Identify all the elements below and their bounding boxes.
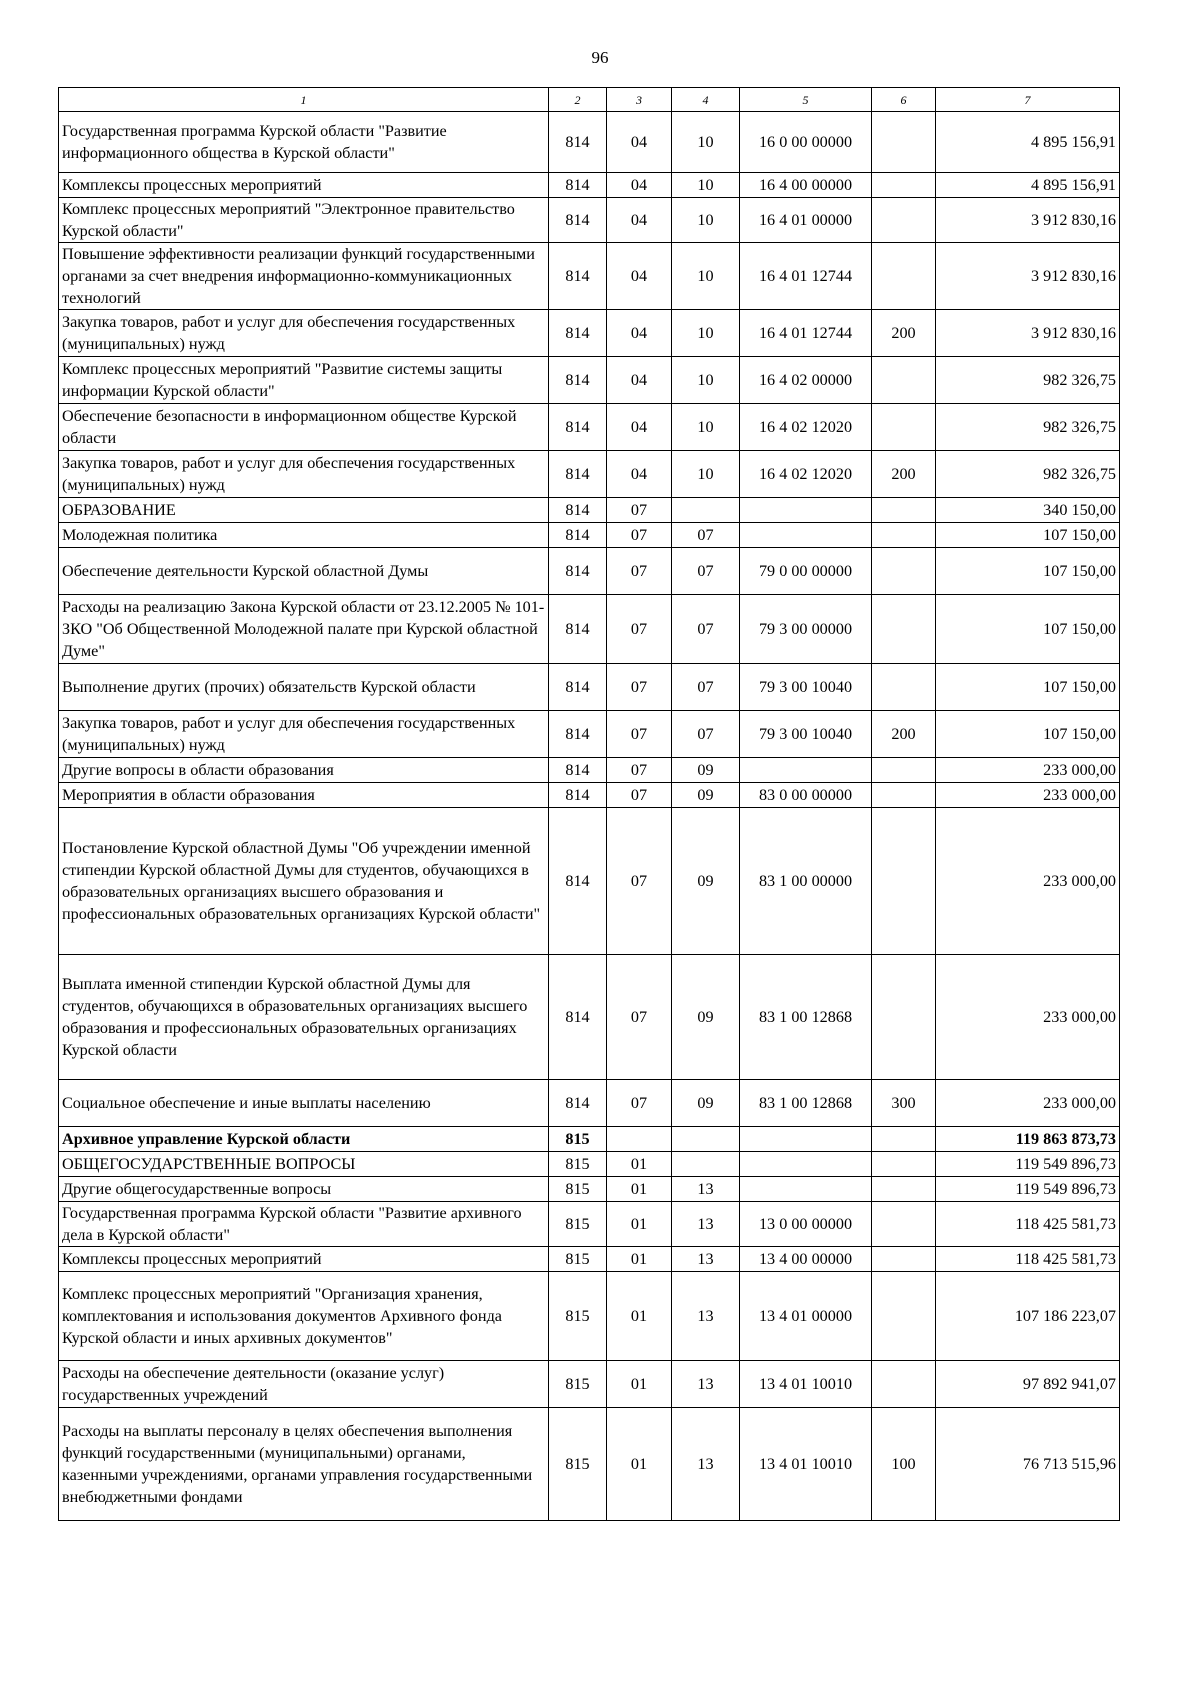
row-amount: 3 912 830,16: [936, 310, 1120, 357]
row-subsection: 07: [672, 664, 740, 711]
row-section: 07: [607, 711, 672, 758]
column-header: 1: [59, 88, 549, 112]
row-amount: 4 895 156,91: [936, 112, 1120, 173]
column-header: 3: [607, 88, 672, 112]
column-header: 7: [936, 88, 1120, 112]
row-code: 814: [549, 404, 607, 451]
row-target-code: [740, 1127, 872, 1152]
row-name: Государственная программа Курской области "Развитие архивного дела в Курской области": [59, 1202, 549, 1247]
row-name: ОБЩЕГОСУДАРСТВЕННЫЕ ВОПРОСЫ: [59, 1152, 549, 1177]
row-expense-type: [872, 955, 936, 1080]
table-row: [59, 1127, 1120, 1152]
row-code: 814: [549, 112, 607, 173]
row-expense-type: [872, 357, 936, 404]
row-name: Обеспечение безопасности в информационном обществе Курской области: [59, 404, 549, 451]
row-expense-type: [872, 1247, 936, 1272]
row-amount: 107 150,00: [936, 711, 1120, 758]
row-target-code: 13 4 00 00000: [740, 1247, 872, 1272]
row-subsection: 09: [672, 758, 740, 783]
row-expense-type: [872, 783, 936, 808]
table-row: [59, 310, 1120, 357]
row-code: 814: [549, 243, 607, 310]
row-target-code: 13 4 01 00000: [740, 1272, 872, 1361]
row-subsection: 07: [672, 711, 740, 758]
row-subsection: 09: [672, 955, 740, 1080]
table-row: [59, 173, 1120, 198]
row-code: 814: [549, 357, 607, 404]
row-subsection: 13: [672, 1177, 740, 1202]
row-subsection: 13: [672, 1247, 740, 1272]
row-target-code: [740, 758, 872, 783]
row-code: 815: [549, 1272, 607, 1361]
column-header-row: [59, 88, 1120, 112]
row-subsection: 10: [672, 310, 740, 357]
row-amount: 3 912 830,16: [936, 243, 1120, 310]
table-row: [59, 498, 1120, 523]
row-target-code: 83 1 00 12868: [740, 1080, 872, 1127]
row-subsection: 10: [672, 243, 740, 310]
row-amount: 76 713 515,96: [936, 1408, 1120, 1521]
row-amount: 119 863 873,73: [936, 1127, 1120, 1152]
row-expense-type: [872, 1177, 936, 1202]
table-row: [59, 955, 1120, 1080]
row-subsection: 10: [672, 357, 740, 404]
row-name: Повышение эффективности реализации функций государственными органами за счет внедрения информационно-коммуникационных технологий: [59, 243, 549, 310]
row-amount: 233 000,00: [936, 783, 1120, 808]
row-subsection: [672, 1152, 740, 1177]
row-code: 814: [549, 664, 607, 711]
column-header: 5: [740, 88, 872, 112]
table-row: [59, 808, 1120, 955]
row-expense-type: [872, 112, 936, 173]
row-name: Комплексы процессных мероприятий: [59, 1247, 549, 1272]
row-code: 814: [549, 808, 607, 955]
row-target-code: 13 4 01 10010: [740, 1361, 872, 1408]
row-name: Комплекс процессных мероприятий "Развитие системы защиты информации Курской области": [59, 357, 549, 404]
table-row: [59, 758, 1120, 783]
row-subsection: 13: [672, 1202, 740, 1247]
budget-table: [58, 87, 1120, 1521]
row-amount: 4 895 156,91: [936, 173, 1120, 198]
row-section: 01: [607, 1152, 672, 1177]
row-code: 814: [549, 783, 607, 808]
row-amount: 982 326,75: [936, 404, 1120, 451]
row-expense-type: [872, 1202, 936, 1247]
row-section: 01: [607, 1408, 672, 1521]
row-section: 07: [607, 1080, 672, 1127]
row-section: 04: [607, 451, 672, 498]
row-target-code: 16 0 00 00000: [740, 112, 872, 173]
row-section: 04: [607, 198, 672, 243]
row-name: Мероприятия в области образования: [59, 783, 549, 808]
row-subsection: 07: [672, 523, 740, 548]
row-name: Закупка товаров, работ и услуг для обеспечения государственных (муниципальных) нужд: [59, 711, 549, 758]
table-row: [59, 451, 1120, 498]
row-name: Расходы на выплаты персоналу в целях обеспечения выполнения функций государственными (муниципальными) органами, казенными учреждениями, органами управления государственными внебюджетными фондами: [59, 1408, 549, 1521]
row-name: ОБРАЗОВАНИЕ: [59, 498, 549, 523]
row-amount: 3 912 830,16: [936, 198, 1120, 243]
row-code: 814: [549, 451, 607, 498]
page-number: 96: [591, 48, 609, 67]
row-section: 01: [607, 1361, 672, 1408]
table-row: [59, 243, 1120, 310]
table-row: [59, 783, 1120, 808]
row-code: 814: [549, 198, 607, 243]
row-expense-type: [872, 664, 936, 711]
row-section: 04: [607, 357, 672, 404]
row-name: Выполнение других (прочих) обязательств Курской области: [59, 664, 549, 711]
table-row: [59, 664, 1120, 711]
table-row: [59, 112, 1120, 173]
row-name: Государственная программа Курской области "Развитие информационного общества в Курской области": [59, 112, 549, 173]
row-code: 814: [549, 548, 607, 595]
row-code: 814: [549, 955, 607, 1080]
row-target-code: [740, 1152, 872, 1177]
row-amount: 107 150,00: [936, 595, 1120, 664]
row-expense-type: 100: [872, 1408, 936, 1521]
row-expense-type: 200: [872, 711, 936, 758]
row-name: Постановление Курской областной Думы "Об учреждении именной стипендии Курской областной Думы для студентов, обучающихся в образовательных организациях высшего образования и профессиональных образовательных организациях Курской области": [59, 808, 549, 955]
row-expense-type: [872, 1272, 936, 1361]
row-section: 04: [607, 243, 672, 310]
row-target-code: 79 0 00 00000: [740, 548, 872, 595]
row-target-code: 16 4 02 12020: [740, 404, 872, 451]
row-subsection: 10: [672, 198, 740, 243]
table-row: [59, 198, 1120, 243]
table-row: [59, 548, 1120, 595]
table-row: [59, 404, 1120, 451]
table-row: [59, 1177, 1120, 1202]
row-name: Архивное управление Курской области: [59, 1127, 549, 1152]
row-section: 01: [607, 1247, 672, 1272]
row-amount: 118 425 581,73: [936, 1202, 1120, 1247]
column-header: 4: [672, 88, 740, 112]
row-target-code: 79 3 00 00000: [740, 595, 872, 664]
table-row: [59, 1152, 1120, 1177]
row-target-code: 16 4 01 12744: [740, 243, 872, 310]
row-subsection: 10: [672, 404, 740, 451]
row-section: 01: [607, 1272, 672, 1361]
row-amount: 233 000,00: [936, 808, 1120, 955]
row-code: 814: [549, 498, 607, 523]
row-subsection: 07: [672, 595, 740, 664]
row-expense-type: [872, 1152, 936, 1177]
table-row: [59, 595, 1120, 664]
row-target-code: 83 0 00 00000: [740, 783, 872, 808]
table-row: [59, 1272, 1120, 1361]
row-section: 07: [607, 595, 672, 664]
table-row: [59, 523, 1120, 548]
table-row: [59, 357, 1120, 404]
row-amount: 107 150,00: [936, 548, 1120, 595]
row-section: 07: [607, 664, 672, 711]
row-subsection: 10: [672, 173, 740, 198]
row-name: Расходы на обеспечение деятельности (оказание услуг) государственных учреждений: [59, 1361, 549, 1408]
row-name: Обеспечение деятельности Курской областной Думы: [59, 548, 549, 595]
row-target-code: [740, 1177, 872, 1202]
row-code: 815: [549, 1408, 607, 1521]
row-amount: 340 150,00: [936, 498, 1120, 523]
row-subsection: 10: [672, 112, 740, 173]
row-name: Выплата именной стипендии Курской областной Думы для студентов, обучающихся в образовательных организациях высшего образования и профессиональных образовательных организациях Курской области: [59, 955, 549, 1080]
row-section: 04: [607, 404, 672, 451]
row-amount: 107 150,00: [936, 523, 1120, 548]
row-section: 01: [607, 1177, 672, 1202]
row-target-code: 16 4 02 00000: [740, 357, 872, 404]
row-name: Молодежная политика: [59, 523, 549, 548]
row-target-code: 16 4 01 12744: [740, 310, 872, 357]
row-subsection: 13: [672, 1408, 740, 1521]
row-target-code: 16 4 01 00000: [740, 198, 872, 243]
row-section: 04: [607, 112, 672, 173]
row-subsection: [672, 498, 740, 523]
row-code: 814: [549, 1080, 607, 1127]
row-name: Другие общегосударственные вопросы: [59, 1177, 549, 1202]
row-target-code: 83 1 00 00000: [740, 808, 872, 955]
row-code: 815: [549, 1177, 607, 1202]
row-name: Закупка товаров, работ и услуг для обеспечения государственных (муниципальных) нужд: [59, 310, 549, 357]
row-subsection: 13: [672, 1272, 740, 1361]
table-row: [59, 711, 1120, 758]
row-target-code: 16 4 02 12020: [740, 451, 872, 498]
row-expense-type: [872, 523, 936, 548]
row-code: 815: [549, 1127, 607, 1152]
row-section: 04: [607, 310, 672, 357]
row-expense-type: [872, 198, 936, 243]
row-name: Другие вопросы в области образования: [59, 758, 549, 783]
table-row: [59, 1408, 1120, 1521]
row-code: 815: [549, 1152, 607, 1177]
row-section: [607, 1127, 672, 1152]
row-amount: 119 549 896,73: [936, 1152, 1120, 1177]
row-section: 07: [607, 758, 672, 783]
row-target-code: 16 4 00 00000: [740, 173, 872, 198]
row-amount: 119 549 896,73: [936, 1177, 1120, 1202]
row-code: 815: [549, 1361, 607, 1408]
row-section: 07: [607, 523, 672, 548]
row-expense-type: [872, 243, 936, 310]
row-amount: 233 000,00: [936, 758, 1120, 783]
row-target-code: 13 0 00 00000: [740, 1202, 872, 1247]
row-expense-type: [872, 1361, 936, 1408]
row-name: Закупка товаров, работ и услуг для обеспечения государственных (муниципальных) нужд: [59, 451, 549, 498]
row-code: 814: [549, 523, 607, 548]
row-subsection: 09: [672, 1080, 740, 1127]
row-code: 814: [549, 310, 607, 357]
row-section: 07: [607, 783, 672, 808]
row-name: Комплекс процессных мероприятий "Организация хранения, комплектования и использования документов Архивного фонда Курской области и иных архивных документов": [59, 1272, 549, 1361]
table-row: [59, 1247, 1120, 1272]
row-amount: 982 326,75: [936, 451, 1120, 498]
row-name: Расходы на реализацию Закона Курской области от 23.12.2005 № 101-ЗКО "Об Общественной Молодежной палате при Курской областной Думе": [59, 595, 549, 664]
row-subsection: [672, 1127, 740, 1152]
row-expense-type: [872, 595, 936, 664]
row-section: 01: [607, 1202, 672, 1247]
table-row: [59, 1202, 1120, 1247]
row-amount: 118 425 581,73: [936, 1247, 1120, 1272]
row-target-code: [740, 498, 872, 523]
row-expense-type: 300: [872, 1080, 936, 1127]
row-expense-type: [872, 404, 936, 451]
row-section: 07: [607, 548, 672, 595]
row-code: 815: [549, 1247, 607, 1272]
row-section: 07: [607, 498, 672, 523]
row-name: Комплексы процессных мероприятий: [59, 173, 549, 198]
row-name: Социальное обеспечение и иные выплаты населению: [59, 1080, 549, 1127]
row-code: 814: [549, 711, 607, 758]
row-amount: 233 000,00: [936, 955, 1120, 1080]
column-header: 2: [549, 88, 607, 112]
table-row: [59, 1361, 1120, 1408]
row-subsection: 07: [672, 548, 740, 595]
row-subsection: 13: [672, 1361, 740, 1408]
row-target-code: 79 3 00 10040: [740, 664, 872, 711]
row-amount: 233 000,00: [936, 1080, 1120, 1127]
row-target-code: [740, 523, 872, 548]
row-expense-type: [872, 548, 936, 595]
row-section: 07: [607, 955, 672, 1080]
row-target-code: 83 1 00 12868: [740, 955, 872, 1080]
row-expense-type: [872, 173, 936, 198]
row-section: 07: [607, 808, 672, 955]
row-expense-type: 200: [872, 451, 936, 498]
row-name: Комплекс процессных мероприятий "Электронное правительство Курской области": [59, 198, 549, 243]
row-code: 814: [549, 595, 607, 664]
row-subsection: 10: [672, 451, 740, 498]
row-expense-type: [872, 808, 936, 955]
row-amount: 982 326,75: [936, 357, 1120, 404]
row-amount: 97 892 941,07: [936, 1361, 1120, 1408]
row-code: 814: [549, 758, 607, 783]
row-amount: 107 150,00: [936, 664, 1120, 711]
row-expense-type: [872, 758, 936, 783]
row-subsection: 09: [672, 808, 740, 955]
row-amount: 107 186 223,07: [936, 1272, 1120, 1361]
row-section: 04: [607, 173, 672, 198]
row-expense-type: [872, 1127, 936, 1152]
row-target-code: 79 3 00 10040: [740, 711, 872, 758]
column-header: 6: [872, 88, 936, 112]
row-expense-type: [872, 498, 936, 523]
table-row: [59, 1080, 1120, 1127]
row-subsection: 09: [672, 783, 740, 808]
row-target-code: 13 4 01 10010: [740, 1408, 872, 1521]
row-expense-type: 200: [872, 310, 936, 357]
row-code: 815: [549, 1202, 607, 1247]
row-code: 814: [549, 173, 607, 198]
